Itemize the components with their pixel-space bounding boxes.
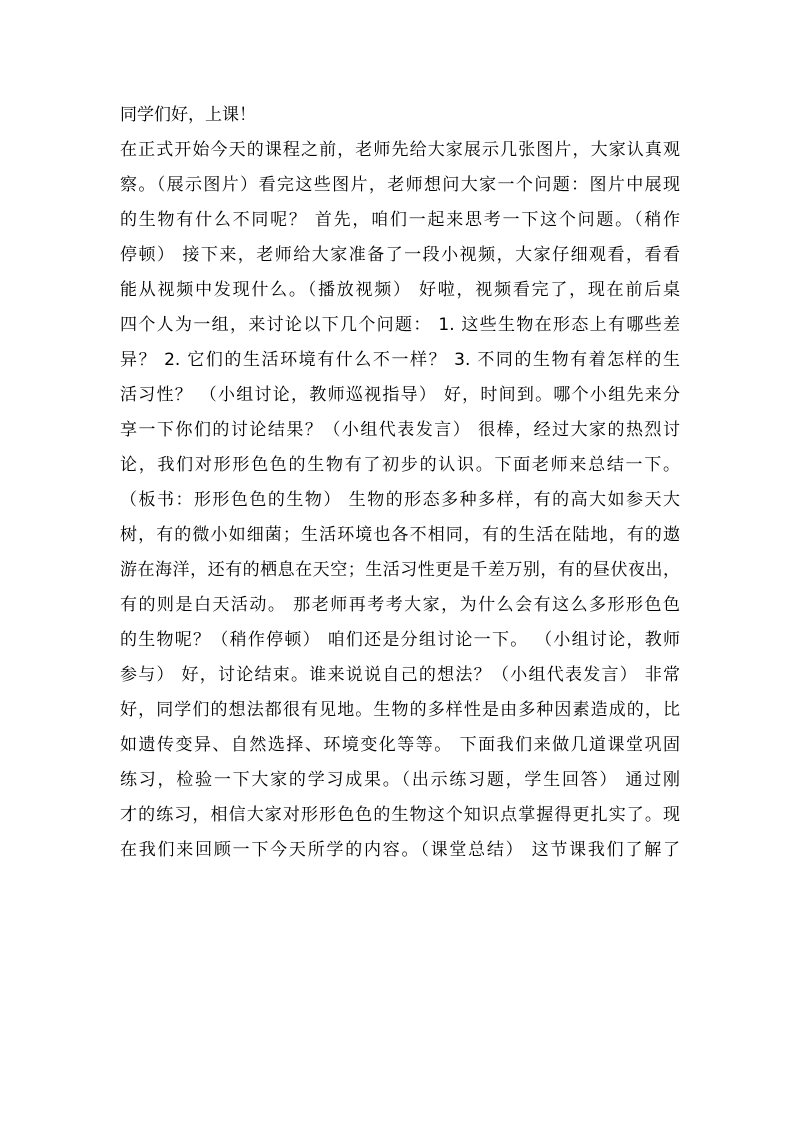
text-line: 练习，检验一下大家的学习成果。（出示练习题，学生回答） 通过刚 (120, 770, 680, 790)
text-line: 同学们好，上课！ (120, 105, 256, 125)
text-line: 游在海洋，还有的栖息在天空；生活习性更是千差万别，有的昼伏夜出， (120, 560, 680, 580)
text-line: 享一下你们的讨论结果？（小组代表发言） 很棒，经过大家的热烈讨 (120, 420, 680, 440)
text-line: （板书：形形色色的生物） 生物的形态多种多样，有的高大如参天大 (120, 490, 680, 510)
text-line: 好，同学们的想法都很有见地。生物的多样性是由多种因素造成的，比 (120, 700, 680, 720)
text-line: 的生物呢？（稍作停顿） 咱们还是分组讨论一下。 （小组讨论，教师 (120, 630, 680, 650)
text-line: 四个人为一组，来讨论以下几个问题： 1. 这些生物在形态上有哪些差 (120, 315, 680, 335)
text-line: 的生物有什么不同呢？ 首先，咱们一起来思考一下这个问题。（稍作 (120, 210, 680, 230)
text-line: 论，我们对形形色色的生物有了初步的认识。下面老师来总结一下。 (120, 455, 680, 475)
text-line: 察。（展示图片）看完这些图片，老师想问大家一个问题：图片中展现 (120, 175, 680, 195)
text-line: 如遗传变异、自然选择、环境变化等等。 下面我们来做几道课堂巩固 (120, 735, 680, 755)
text-line: 活习性？ （小组讨论，教师巡视指导） 好，时间到。哪个小组先来分 (120, 385, 680, 405)
text-line: 能从视频中发现什么。（播放视频） 好啦，视频看完了，现在前后桌 (120, 280, 680, 300)
text-line: 才的练习，相信大家对形形色色的生物这个知识点掌握得更扎实了。现 (120, 805, 680, 825)
text-line: 在正式开始今天的课程之前，老师先给大家展示几张图片，大家认真观 (120, 140, 680, 160)
text-line: 异？ 2. 它们的生活环境有什么不一样？ 3. 不同的生物有着怎样的生 (120, 350, 680, 370)
text-line: 在我们来回顾一下今天所学的内容。（课堂总结） 这节课我们了解了 (120, 840, 680, 860)
text-line: 树，有的微小如细菌；生活环境也各不相同，有的生活在陆地，有的遨 (120, 525, 680, 545)
document-body (120, 98, 680, 868)
text-line: 停顿） 接下来，老师给大家准备了一段小视频，大家仔细观看，看看 (120, 245, 680, 265)
text-line: 有的则是白天活动。 那老师再考考大家，为什么会有这么多形形色色 (120, 595, 680, 615)
text-line: 参与） 好，讨论结束。谁来说说自己的想法？（小组代表发言） 非常 (120, 665, 680, 685)
